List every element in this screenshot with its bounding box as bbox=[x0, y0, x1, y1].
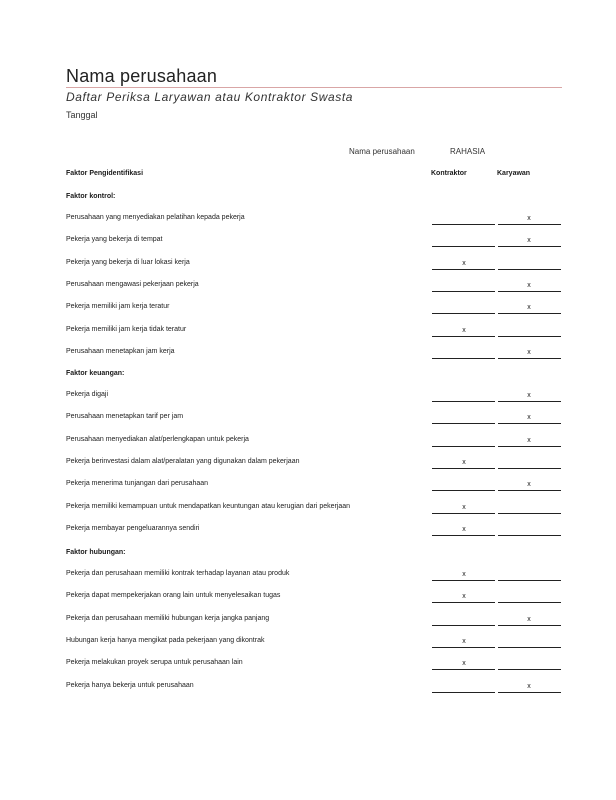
employee-check-mark: x bbox=[527, 304, 531, 312]
contractor-answer-line[interactable] bbox=[432, 602, 495, 603]
checklist-item-label: Pekerja membayar pengeluarannya sendiri bbox=[66, 524, 200, 532]
contractor-answer-line[interactable] bbox=[432, 446, 495, 447]
contractor-answer-line[interactable] bbox=[432, 246, 495, 247]
contractor-answer-line[interactable] bbox=[432, 647, 495, 648]
checklist-item-label: Pekerja memiliki kemampuan untuk mendapatkan keuntungan atau kerugian dari pekerjaan bbox=[66, 502, 351, 510]
contractor-answer-line[interactable] bbox=[432, 224, 495, 225]
section-title: Faktor kontrol: bbox=[66, 193, 116, 200]
employee-answer-line[interactable] bbox=[498, 358, 561, 359]
checklist-item-label: Pekerja digaji bbox=[66, 391, 109, 398]
employee-answer-line[interactable] bbox=[498, 336, 561, 337]
employee-check-mark: x bbox=[527, 481, 531, 489]
employee-answer-line[interactable] bbox=[498, 580, 561, 581]
checklist-item-label: Perusahaan mengawasi pekerjaan pekerja bbox=[66, 280, 199, 288]
employee-check-mark: x bbox=[527, 281, 531, 289]
contractor-answer-line[interactable] bbox=[432, 291, 495, 292]
employee-answer-line[interactable] bbox=[498, 692, 561, 693]
employee-answer-line[interactable] bbox=[498, 535, 561, 536]
employee-answer-line[interactable] bbox=[498, 269, 561, 270]
employee-answer-line[interactable] bbox=[498, 490, 561, 491]
contractor-check-mark: x bbox=[462, 503, 466, 511]
checklist-item-label: Pekerja memiliki jam kerja teratur bbox=[66, 303, 170, 311]
date-label: Tanggal bbox=[66, 110, 98, 120]
contractor-answer-line[interactable] bbox=[432, 401, 495, 402]
employee-check-mark: x bbox=[527, 682, 531, 690]
employee-answer-line[interactable] bbox=[498, 313, 561, 314]
section-title: Faktor keuangan: bbox=[66, 370, 125, 377]
checklist-item-label: Pekerja yang bekerja di tempat bbox=[66, 236, 163, 244]
contractor-check-mark: x bbox=[462, 593, 466, 601]
employee-answer-line[interactable] bbox=[498, 291, 561, 292]
contractor-column-header: Kontraktor bbox=[431, 170, 467, 177]
employee-answer-line[interactable] bbox=[498, 647, 561, 648]
contractor-answer-line[interactable] bbox=[432, 269, 495, 270]
employee-check-mark: x bbox=[527, 348, 531, 356]
checklist-item-label: Pekerja dan perusahaan memiliki hubungan kerja jangka panjang bbox=[66, 614, 270, 622]
employee-answer-line[interactable] bbox=[498, 468, 561, 469]
company-reference: Nama perusahaan bbox=[349, 147, 415, 156]
checklist-item-label: Pekerja menerima tunjangan dari perusahaan bbox=[66, 480, 209, 488]
contractor-answer-line[interactable] bbox=[432, 468, 495, 469]
section-title: Faktor hubungan: bbox=[66, 549, 126, 556]
contractor-answer-line[interactable] bbox=[432, 358, 495, 359]
checklist-item-label: Pekerja dapat mempekerjakan orang lain untuk menyelesaikan tugas bbox=[66, 592, 281, 600]
employee-check-mark: x bbox=[527, 615, 531, 623]
checklist-item-label: Pekerja hanya bekerja untuk perusahaan bbox=[66, 681, 194, 689]
contractor-answer-line[interactable] bbox=[432, 513, 495, 514]
contractor-check-mark: x bbox=[462, 326, 466, 334]
employee-check-mark: x bbox=[527, 414, 531, 422]
contractor-answer-line[interactable] bbox=[432, 313, 495, 314]
checklist-item-label: Pekerja dan perusahaan memiliki kontrak terhadap layanan atau produk bbox=[66, 570, 290, 577]
contractor-check-mark: x bbox=[462, 660, 466, 668]
contractor-answer-line[interactable] bbox=[432, 669, 495, 670]
employee-answer-line[interactable] bbox=[498, 401, 561, 402]
contractor-check-mark: x bbox=[462, 637, 466, 645]
contractor-answer-line[interactable] bbox=[432, 535, 495, 536]
contractor-check-mark: x bbox=[462, 458, 466, 466]
checklist-item-label: Pekerja berinvestasi dalam alat/peralatan yang digunakan dalam pekerjaan bbox=[66, 457, 300, 465]
employee-answer-line[interactable] bbox=[498, 669, 561, 670]
confidential-label: RAHASIA bbox=[450, 147, 486, 156]
employee-answer-line[interactable] bbox=[498, 625, 561, 626]
contractor-answer-line[interactable] bbox=[432, 336, 495, 337]
employee-column-header: Karyawan bbox=[497, 170, 531, 177]
employee-answer-line[interactable] bbox=[498, 513, 561, 514]
checklist-item-label: Perusahaan menetapkan tarif per jam bbox=[66, 413, 184, 421]
contractor-check-mark: x bbox=[462, 571, 466, 578]
checklist-item-label: Pekerja yang bekerja di luar lokasi kerja bbox=[66, 258, 190, 266]
contractor-check-mark: x bbox=[462, 525, 466, 533]
employee-answer-line[interactable] bbox=[498, 446, 561, 447]
employee-answer-line[interactable] bbox=[498, 602, 561, 603]
employee-check-mark: x bbox=[527, 237, 531, 245]
checklist-item-label: Pekerja melakukan proyek serupa untuk perusahaan lain bbox=[66, 659, 243, 667]
contractor-answer-line[interactable] bbox=[432, 423, 495, 424]
contractor-check-mark: x bbox=[462, 259, 466, 267]
checklist-item-label: Perusahaan yang menyediakan pelatihan kepada pekerja bbox=[66, 214, 245, 221]
employee-check-mark: x bbox=[527, 215, 531, 222]
contractor-answer-line[interactable] bbox=[432, 692, 495, 693]
checklist-item-label: Pekerja memiliki jam kerja tidak teratur bbox=[66, 325, 187, 333]
company-name-title: Nama perusahaan bbox=[66, 66, 218, 86]
factor-column-header: Faktor Pengidentifikasi bbox=[66, 170, 144, 177]
employee-answer-line[interactable] bbox=[498, 423, 561, 424]
employee-check-mark: x bbox=[527, 392, 531, 399]
contractor-answer-line[interactable] bbox=[432, 625, 495, 626]
checklist-item-label: Perusahaan menetapkan jam kerja bbox=[66, 347, 175, 355]
document-subtitle: Daftar Periksa Laryawan atau Kontraktor Swasta bbox=[66, 90, 354, 104]
checklist-item-label: Perusahaan menyediakan alat/perlengkapan untuk pekerja bbox=[66, 435, 249, 443]
employee-answer-line[interactable] bbox=[498, 246, 561, 247]
contractor-answer-line[interactable] bbox=[432, 490, 495, 491]
employee-check-mark: x bbox=[527, 436, 531, 444]
checklist-item-label: Hubungan kerja hanya mengikat pada pekerjaan yang dikontrak bbox=[66, 636, 265, 644]
employee-answer-line[interactable] bbox=[498, 224, 561, 225]
contractor-answer-line[interactable] bbox=[432, 580, 495, 581]
title-rule bbox=[66, 87, 562, 88]
